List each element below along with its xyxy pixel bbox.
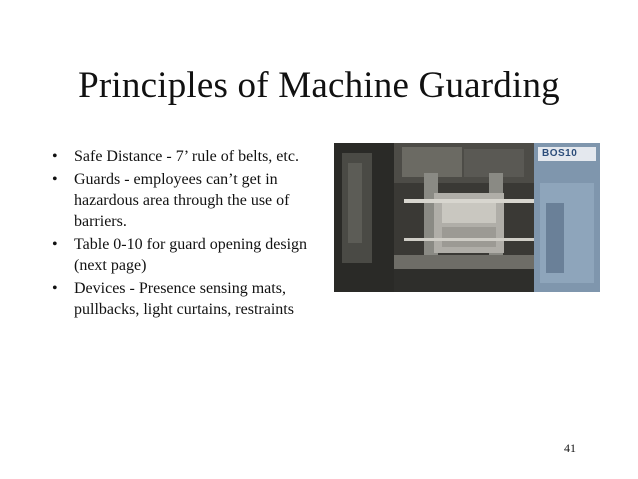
bullet-item: [52, 278, 322, 320]
machine-photo: [334, 143, 600, 292]
bullet-list: [52, 146, 322, 322]
bullet-marker: •: [52, 171, 58, 188]
bullet-item: [52, 169, 322, 232]
bullet-item: [52, 146, 322, 167]
bullet-marker: •: [52, 236, 58, 253]
machine-label: BOS10: [542, 148, 578, 159]
bullet-marker: •: [52, 148, 58, 165]
bullet-marker: •: [52, 280, 58, 297]
page-number: 41: [564, 441, 576, 455]
bullet-text: Safe Distance - 7’ rule of belts, etc.: [74, 148, 299, 165]
slide-title: Principles of Machine Guarding: [78, 65, 560, 106]
bullet-text: Table 0-10 for guard opening design (next page): [74, 236, 308, 274]
machine-guard-image: [334, 143, 600, 292]
bullet-text: Guards - employees can’t get in hazardous area through the use of barriers.: [74, 171, 290, 230]
bullet-text: Devices - Presence sensing mats, pullbacks, light curtains, restraints: [74, 280, 294, 318]
bullet-item: [52, 234, 322, 276]
